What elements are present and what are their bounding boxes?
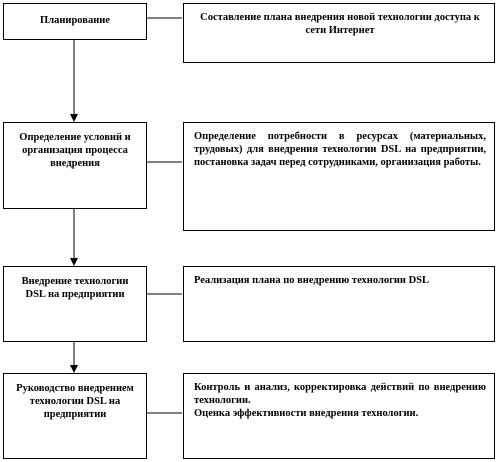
description-text: Составление плана внедрения новой технологии доступа к сети Интернет xyxy=(200,12,480,36)
stage-label: Определение условий и организация процесса внедрения xyxy=(19,132,131,169)
description-box-conditions xyxy=(183,122,495,231)
description-text: Определение потребности в ресурсах (материальных, трудовых) для внедрения технологии DSL на предприятии, постановка задач перед сотрудниками, организация работы. xyxy=(194,131,486,168)
stage-box-conditions xyxy=(3,122,147,209)
description-box-management xyxy=(183,373,495,459)
description-text: Контроль и анализ, корректировка действий по внедрению технологии. xyxy=(194,382,486,406)
description-box-implementation xyxy=(183,266,495,342)
stage-box-management xyxy=(3,373,147,459)
stage-label: Планирование xyxy=(40,15,110,26)
description-box-planning xyxy=(183,3,495,63)
description-text: Оценка эффективности внедрения технологии. xyxy=(194,408,419,419)
stage-label: Внедрение технологии DSL на предприятии xyxy=(21,276,129,300)
stage-box-implementation xyxy=(3,266,147,342)
stage-box-planning xyxy=(3,3,147,40)
stage-label: Руководство внедрением технологии DSL на предприятии xyxy=(16,383,134,420)
description-text: Реализация плана по внедрению технологии DSL xyxy=(194,275,430,286)
